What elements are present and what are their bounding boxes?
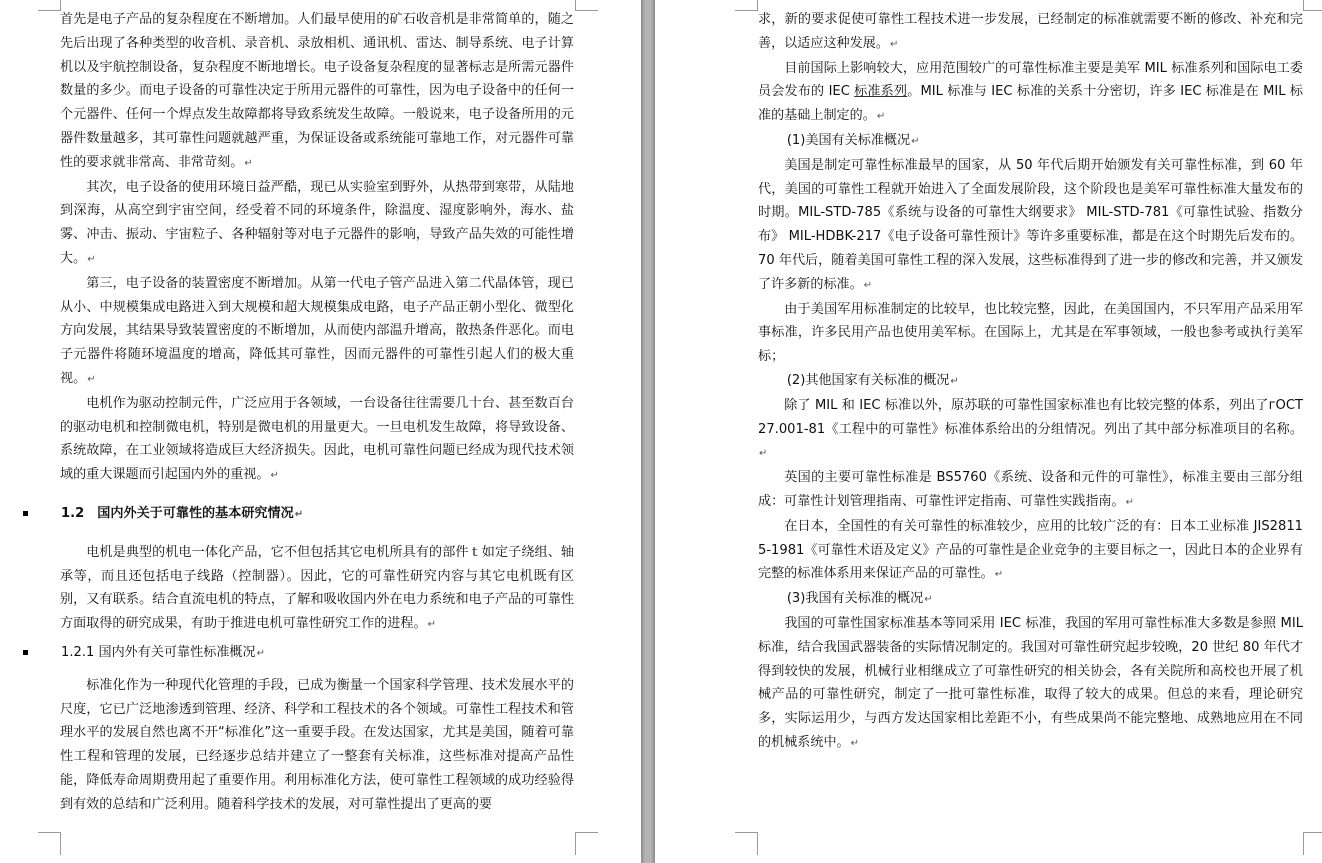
paragraph-mark: ↵ <box>244 157 253 169</box>
page-gutter <box>641 0 655 863</box>
paragraph[interactable]: 电机作为驱动控制元件，广泛应用于各领域，一台设备往往需要几十台、甚至数百台的驱动电机和控制微电机，特别是微电机的用量更大。一旦电机发生故障，将导致设备、系统故障，在工业领域将造成巨大经济损失。因此，电机可靠性问题已经成为现代技术领域的重大课题而引起国内外的重视。↵ <box>60 395 574 483</box>
paragraph-mark: ↵ <box>87 373 96 385</box>
paragraph-mark: ↵ <box>427 619 437 631</box>
paragraph[interactable]: 我国的可靠性国家标准基本等同采用 IEC 标准，我国的军用可靠性标准大多数是参照 MIL 标准，结合我国武器装备的实际情况制定的。我国对可靠性研究起步较晚，20 世纪 80 年代才得到较快的发展，机械行业相继成立了可靠性研究的相关协会，各有关院所和高校也开展了机械产品的可靠性研究，制定了一批可靠性标准，取得了较大的成果。但总的来看，理论研究多，实际运用少，与西方发达国家相比差距不小，有些成果尚不能完整地、成熟地应用在不同的机械系统中。↵ <box>758 615 1303 750</box>
paragraph-mark: ↵ <box>924 594 933 606</box>
paragraph[interactable]: 英国的主要可靠性标准是 BS5760《系统、设备和元件的可靠性》，标准主要由三部分组成：可靠性计划管理指南、可靠性评定指南、可靠性实践指南。↵ <box>758 470 1303 509</box>
heading-bullet-icon <box>23 511 28 516</box>
margin-corner-bottom-left <box>735 832 758 855</box>
paragraph-mark: ↵ <box>876 111 886 123</box>
subheading[interactable]: (1)美国有关标准概况↵ <box>786 132 920 148</box>
paragraph-mark: ↵ <box>294 508 304 520</box>
paragraph[interactable]: 标准化作为一种现代化管理的手段，已成为衡量一个国家科学管理、技术发展水平的尺度，它已广泛地渗透到管理、经济、科学和工程技术的各个领域。可靠性工程技术和管理水平的发展自然也离不开“标准化”这一重要手段。在发达国家，尤其是美国，随着可靠性工程和管理的发展，已经逐步总结并建立了一整套有关标准，这些标准对提高产品性能，降低寿命周期费用起了重要作用。利用标准化方法，使可靠性工程领域的成功经验得到有效的总结和广泛利用。随着科学技术的发展，对可靠性提出了更高的要 <box>60 677 574 812</box>
paragraph[interactable]: 首先是电子产品的复杂程度在不断增加。人们最早使用的矿石收音机是非常简单的，随之先后出现了各种类型的收音机、录音机、录放相机、通讯机、雷达、制导系统、电子计算机以及宇航控制设备，复杂程度不断地增长。电子设备复杂程度的显著标志是所需元器件数量的多少。而电子设备的可靠性决定于所用元器件的可靠性，因为电子设备中的任何一个元器件、任何一个焊点发生故障都将导致系统发生故障。一般说来，电子设备所用的元器件数量越多，其可靠性问题就越严重，为保证设备或系统能可靠地工作，对元器件可靠性的要求就非常高、非常苛刻。↵ <box>60 12 574 170</box>
subheading[interactable]: (2)其他国家有关标准的概况↵ <box>786 372 959 388</box>
paragraph-mark: ↵ <box>759 448 768 460</box>
paragraph-mark: ↵ <box>911 135 920 147</box>
paragraph-mark: ↵ <box>850 737 860 749</box>
section-heading-1-2[interactable] <box>60 502 574 527</box>
paragraph[interactable]: 除了 MIL 和 IEC 标准以外，原苏联的可靠性国家标准也有比较完整的体系，列出了гOCT27.001-81《工程中的可靠性》标准体系给出的分组情况。列出了其中部分标准项目的名称。↵ <box>758 397 1303 460</box>
paragraph[interactable]: 求，新的要求促使可靠性工程技术进一步发展，已经制定的标准就需要不断的修改、补充和完善，以适应这种发展。↵ <box>758 12 1303 51</box>
document-page-right[interactable] <box>655 0 1322 863</box>
paragraph-mark: ↵ <box>87 253 96 265</box>
heading-text: 1.2 国内外关于可靠性的基本研究情况 <box>61 505 294 521</box>
margin-corner-top-right <box>1303 0 1322 11</box>
margin-corner-top-right <box>575 0 598 11</box>
document-page-left[interactable] <box>0 0 641 863</box>
paragraph-mark: ↵ <box>863 279 873 291</box>
subheading[interactable]: (3)我国有关标准的概况↵ <box>786 591 933 607</box>
paragraph[interactable]: 由于美国军用标准制定的比较早，也比较完整，因此，在美国国内，不只军用产品采用军事标准，许多民用产品也使用美军标。在国际上，尤其是在军事领域，一般也参考或执行美军标； <box>758 301 1303 365</box>
margin-corner-bottom-right <box>575 832 598 855</box>
margin-corner-top-left <box>735 0 758 11</box>
margin-corner-bottom-right <box>1303 832 1322 855</box>
paragraph[interactable]: 在日本，全国性的有关可靠性的标准较少，应用的比较广泛的有：日本工业标准 JIS28115-1981《可靠性术语及定义》产品的可靠性是企业竞争的主要目标之一，因此日本的企业界有完整的标准体系用来保证产品的可靠性。↵ <box>758 518 1303 582</box>
heading-bullet-icon <box>23 650 28 655</box>
paragraph-mark: ↵ <box>1125 496 1135 508</box>
paragraph[interactable]: 第三，电子设备的装置密度不断增加。从第一代电子管产品进入第二代晶体管，现已从小、中规模集成电路进入到大规模和超大规模集成电路，电子产品正朝小型化、微型化方向发展，其结果导致装置密度的不断增加，从而使内部温升增高，散热条件恶化。而电子元器件将随环境温度的增高，降低其可靠性，因而元器件的可靠性引起人们的极大重视。↵ <box>60 275 574 386</box>
heading-text: 1.2.1 国内外有关可靠性标准概况 <box>61 644 256 660</box>
paragraph[interactable]: 美国是制定可靠性标准最早的国家，从 50 年代后期开始颁发有关可靠性标准，到 60 年代，美国的可靠性工程就开始进入了全面发展阶段，这个阶段也是美军可靠性标准大量发布的时期。MIL-STD-785《系统与设备的可靠性大纲要求》 MIL-STD-781《可靠性试验、指数分布》 MIL-HDBK-217《电子设备可靠性预计》等许多重要标准，都是在这个时期先后发布的。70 年代后，随着美国可靠性工程的深入发展，这些标准得到了进一步的修改和完善，并又颁发了许多新的标准。↵ <box>758 157 1303 292</box>
paragraph-mark: ↵ <box>889 38 899 50</box>
paragraph-mark: ↵ <box>950 375 959 387</box>
underlined-term: 标准系列 <box>854 84 908 100</box>
paragraph[interactable]: 目前国际上影响较大，应用范围较广的可靠性标准主要是美军 MIL 标准系列和国际电工委员会发布的 IEC 标准系列。MIL 标准与 IEC 标准的关系十分密切，许多 IEC 标准是在 MIL 标准的基础上制定的。↵ <box>758 60 1303 124</box>
paragraph-mark: ↵ <box>994 569 1004 581</box>
margin-corner-bottom-left <box>38 832 61 855</box>
section-heading-1-2-1[interactable] <box>60 641 574 666</box>
right-text-column[interactable] <box>758 8 1303 756</box>
left-text-column[interactable] <box>60 8 574 817</box>
paragraph[interactable]: 其次，电子设备的使用环境日益严酷，现已从实验室到野外，从热带到寒带，从陆地到深海，从高空到宇宙空间，经受着不同的环境条件，除温度、湿度影响外，海水、盐雾、冲击、振动、宇宙粒子、各种辐射等对电子元器件的影响，导致产品失效的可能性增大。↵ <box>60 179 574 266</box>
paragraph-mark: ↵ <box>270 470 279 482</box>
margin-corner-top-left <box>38 0 61 11</box>
paragraph-mark: ↵ <box>256 647 265 659</box>
paragraph[interactable]: 电机是典型的机电一体化产品，它不但包括其它电机所具有的部件ｔ如定子绕组、轴承等，而且还包括电子线路（控制器）。因此，它的可靠性研究内容与其它电机既有区别，又有联系。结合直流电机的特点，了解和吸收国内外在电力系统和电子产品的可靠性方面取得的研究成果，有助于推进电机可靠性研究工作的进程。↵ <box>60 544 574 632</box>
